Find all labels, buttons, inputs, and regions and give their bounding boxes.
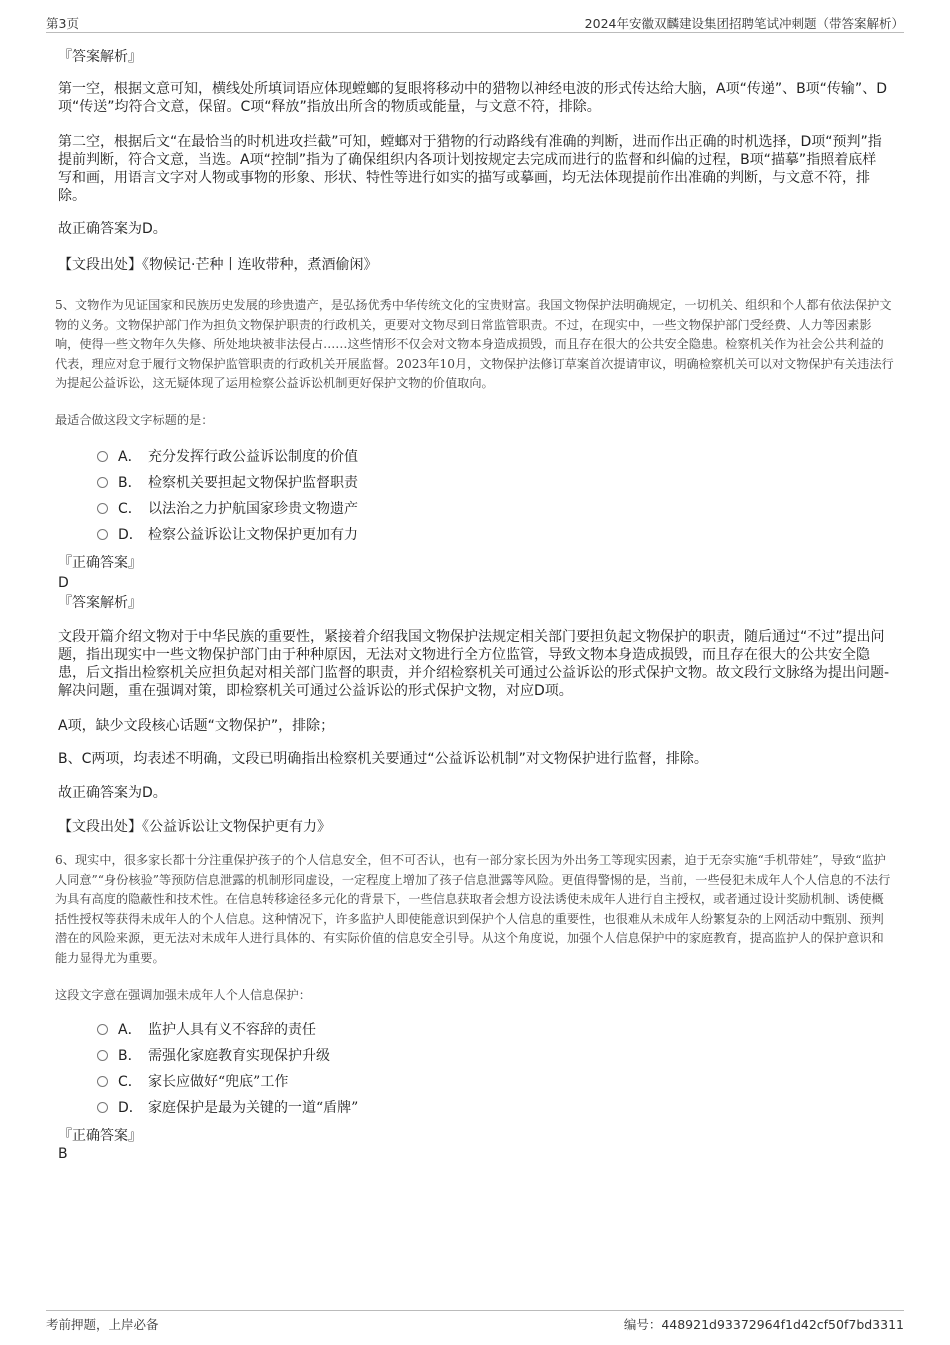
radio-button[interactable] <box>97 477 108 488</box>
analysis-label: 『答案解析』 <box>58 49 142 65</box>
question-stem: 6、现实中，很多家长都十分注重保护孩子的个人信息安全，但不可否认，也有一部分家长因为外出务工等现实因素，迫于无奈实施“手机带娃”，导致“监护人同意”“身份核验”等预防信息泄露的机制形同虚设，一定程度上增加了孩子信息泄露等风险。更值得警惕的是，当前，一些侵犯未成年人个人信息的不法行为具有高度的隐蔽性和技术性。在信息转移途径多元化的背景下，一些信息获取者会想方设法诱使未成年人进行自主授权，或者通过设计奖励机制、诱使概括性授权等获得未成年人的个人信息。这种情况下，许多监护人即使能意识到保护个人信息的重要性，也很难从未成年人纷繁复杂的上网活动中甄别、预判潜在的风险来源，更无法对未成年人进行具体的、有实际价值的信息安全引导。从这个角度说，加强个人信息保护中的家庭教育，提高监护人的保护意识和能力显得尤为重要。 <box>55 853 891 965</box>
source-text: 【文段出处】《公益诉讼让文物保护更有力》 <box>58 819 331 835</box>
option-key: D． <box>118 1100 143 1116</box>
footer-slogan: 考前押题，上岸必备 <box>46 1317 159 1332</box>
source-text: 【文段出处】《物候记·芒种丨连收带种，煮酒偷闲》 <box>58 257 378 273</box>
radio-button[interactable] <box>97 503 108 514</box>
document-id: 编号：448921d93372964f1d42cf50f7bd3311 <box>623 1317 904 1332</box>
radio-button[interactable] <box>97 1050 108 1061</box>
option-key: A． <box>118 449 142 465</box>
analysis-paragraph: 第二空，根据后文“在最恰当的时机进攻拦截”可知，螳螂对于猎物的行动路线有准确的判断，进而作出正确的时机选择，D项“预判”指提前判断，符合文意，当选。A项“控制”指为了确保组织内各项计划按规定去完成而进行的监督和纠偏的过程，B项“描摹”指照着底样写和画，用语言文字对人物或事物的形象、形状、特性等进行如实的描写或摹画，均无法体现提前作出准确的判断，与文意不符，排除。 <box>58 134 882 204</box>
analysis-note: A项，缺少文段核心话题“文物保护”，排除； <box>58 718 335 734</box>
conclusion-text: 故正确答案为D。 <box>58 785 167 801</box>
analysis-paragraph: 第一空，根据文意可知，横线处所填词语应体现螳螂的复眼将移动中的猎物以神经电波的形式传达给大脑，A项“传递”、B项“传输”、D项“传送”均符合文意，保留。C项“释放”指放出所含的物质或能量，与文意不符，排除。 <box>58 81 887 115</box>
option-key: C． <box>118 501 142 517</box>
answer-value: B <box>58 1146 68 1162</box>
answer-label: 『正确答案』 <box>58 1128 142 1144</box>
page-header <box>46 14 904 33</box>
option-key: B． <box>118 1048 142 1064</box>
analysis-note: B、C两项，均表述不明确，文段已明确指出检察机关要通过“公益诉讼机制”对文物保护进行监督，排除。 <box>58 751 708 767</box>
radio-button[interactable] <box>97 1102 108 1113</box>
radio-button[interactable] <box>97 529 108 540</box>
conclusion-text: 故正确答案为D。 <box>58 221 167 237</box>
option-c[interactable] <box>97 500 358 518</box>
page-number: 第3页 <box>46 16 79 31</box>
option-text: 充分发挥行政公益诉讼制度的价值 <box>148 449 358 465</box>
option-text: 以法治之力护航国家珍贵文物遗产 <box>148 501 358 517</box>
option-key: B． <box>118 475 142 491</box>
page-footer <box>46 1310 904 1332</box>
option-b[interactable] <box>97 474 358 492</box>
radio-button[interactable] <box>97 1024 108 1035</box>
option-d[interactable] <box>97 1099 358 1117</box>
analysis-paragraph: 文段开篇介绍文物对于中华民族的重要性，紧接着介绍我国文物保护法规定相关部门要担负起文物保护的职责，随后通过“不过”提出问题，指出现实中一些文物保护部门由于种种原因，无法对文物进行全方位监管，导致文物本身造成损毁，而且存在很大的公共安全隐患，后文指出检察机关应担负起对相关部门监督的职责，并介绍检察机关可通过公益诉讼的形式保护文物。故文段行文脉络为提出问题-解决问题，重在强调对策，即检察机关可通过公益诉讼的形式保护文物，对应D项。 <box>58 629 890 699</box>
option-key: C． <box>118 1074 142 1090</box>
option-key: A． <box>118 1022 142 1038</box>
question-prompt: 最适合做这段文字标题的是： <box>55 413 214 427</box>
option-text: 家长应做好“兜底”工作 <box>148 1074 289 1090</box>
analysis-label: 『答案解析』 <box>58 595 142 611</box>
answer-value: D <box>58 575 69 591</box>
question-stem: 5、文物作为见证国家和民族历史发展的珍贵遗产，是弘扬优秀中华传统文化的宝贵财富。我国文物保护法明确规定，一切机关、组织和个人都有依法保护文物的义务。文物保护部门作为担负文物保护职责的行政机关，更要对文物尽到日常监管职责。不过，在现实中，一些文物保护部门受经费、人力等因素影响，使得一些文物年久失修、所处地块被非法侵占……这些情形不仅会对文物本身造成损毁，而且存在很大的公共安全隐患。检察机关作为社会公共利益的代表，理应对怠于履行文物保护监管职责的行政机关开展监督。2023年10月，文物保护法修订草案首次提请审议，明确检察机关可以对文物保护有关违法行为提起公益诉讼，这无疑体现了运用检察公益诉讼机制更好保护文物的价值取向。 <box>55 298 894 390</box>
option-text: 家庭保护是最为关键的一道“盾牌” <box>148 1100 359 1116</box>
option-c[interactable] <box>97 1073 288 1091</box>
option-a[interactable] <box>97 448 358 466</box>
answer-label: 『正确答案』 <box>58 555 142 571</box>
radio-button[interactable] <box>97 1076 108 1087</box>
option-text: 检察公益诉讼让文物保护更加有力 <box>148 527 358 543</box>
option-text: 检察机关要担起文物保护监督职责 <box>148 475 358 491</box>
option-text: 需强化家庭教育实现保护升级 <box>148 1048 330 1064</box>
option-a[interactable] <box>97 1021 316 1039</box>
question-prompt: 这段文字意在强调加强未成年人个人信息保护： <box>55 988 311 1002</box>
option-text: 监护人具有义不容辞的责任 <box>148 1022 316 1038</box>
option-b[interactable] <box>97 1047 330 1065</box>
radio-button[interactable] <box>97 451 108 462</box>
document-title: 2024年安徽双麟建设集团招聘笔试冲刺题（带答案解析） <box>584 16 904 31</box>
option-key: D． <box>118 527 143 543</box>
option-d[interactable] <box>97 526 358 544</box>
